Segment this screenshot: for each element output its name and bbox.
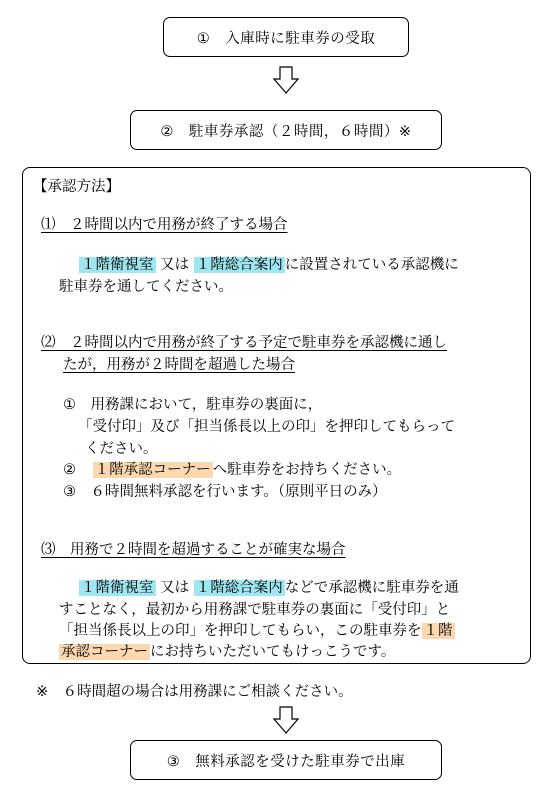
step-3-box <box>130 740 442 780</box>
case-2-item-1-line-1: ① 用務課において，駐車券の裏面に， <box>63 397 323 413</box>
location-first-floor: １階 <box>423 623 453 639</box>
case-2-item-2 <box>63 460 401 481</box>
location-guard-room: １階衛視室 <box>81 257 154 273</box>
step-2-box <box>130 110 442 150</box>
case-1-line-1 <box>79 255 459 276</box>
step-3-text: ③ 無料承認を受けた駐車券で出庫 <box>166 753 406 770</box>
step-1-box <box>163 17 409 57</box>
case-2-item-3: ③ ６時間無料承認を行います。（原則平日のみ） <box>63 484 387 500</box>
case-3-line-2: すことなく，最初から用務課で駐車券の裏面に「受付印」と <box>59 602 451 618</box>
location-approval-corner: 承認コーナー <box>61 644 148 660</box>
case-3-line-1-rest: などで承認機に駐車券を通 <box>284 580 459 596</box>
case-2-title-line-1: ⑵ ２時間以内で用務が終了する予定で駐車券を承認機に通し <box>41 335 447 351</box>
case-3-line-4 <box>59 642 395 663</box>
case-3-line-3-pre: 「担当係長以上の印」を押印してもらい，この駐車券を <box>59 623 422 639</box>
down-arrow-icon <box>273 706 299 734</box>
case-1-line-2: 駐車券を通してください。 <box>59 279 233 295</box>
case-3-title: ⑶ 用務で２時間を超過することが確実な場合 <box>41 542 346 558</box>
step-1-text: ① 入庫時に駐車券の受取 <box>196 30 376 47</box>
case-3-line-4-rest: にお持ちいただいてもけっこうです。 <box>150 644 396 660</box>
or-text: 又は <box>160 580 190 596</box>
case-1-line-1-rest: に設置されている承認機に <box>284 257 459 273</box>
case-3-line-1 <box>79 578 459 599</box>
case-2-item-1-line-3: ください。 <box>85 441 158 457</box>
location-approval-corner: １階承認コーナー <box>94 462 211 478</box>
location-info-desk: １階総合案内 <box>195 257 283 273</box>
step-2-text: ② 駐車券承認（２時間，６時間）※ <box>160 123 412 140</box>
case-3-line-3 <box>59 621 455 642</box>
case-2-title-line-2: たが，用務が２時間を超過した場合 <box>63 357 295 373</box>
down-arrow-icon <box>273 66 299 94</box>
case-2-item-2-rest: へ駐車券をお持ちください。 <box>212 462 402 478</box>
location-info-desk: １階総合案内 <box>195 580 283 596</box>
approval-method-panel <box>22 167 531 664</box>
item-2-number: ② <box>63 462 76 478</box>
case-2-item-1-line-2: 「受付印」及び「担当係長以上の印」を押印してもらって <box>78 419 455 435</box>
case-1-title: ⑴ ２時間以内で用務が終了する場合 <box>41 217 288 233</box>
location-guard-room: １階衛視室 <box>81 580 154 596</box>
or-text: 又は <box>160 257 190 273</box>
note-text: ※ ６時間超の場合は用務課にご相談ください。 <box>36 684 353 700</box>
method-heading: 【承認方法】 <box>33 179 120 195</box>
